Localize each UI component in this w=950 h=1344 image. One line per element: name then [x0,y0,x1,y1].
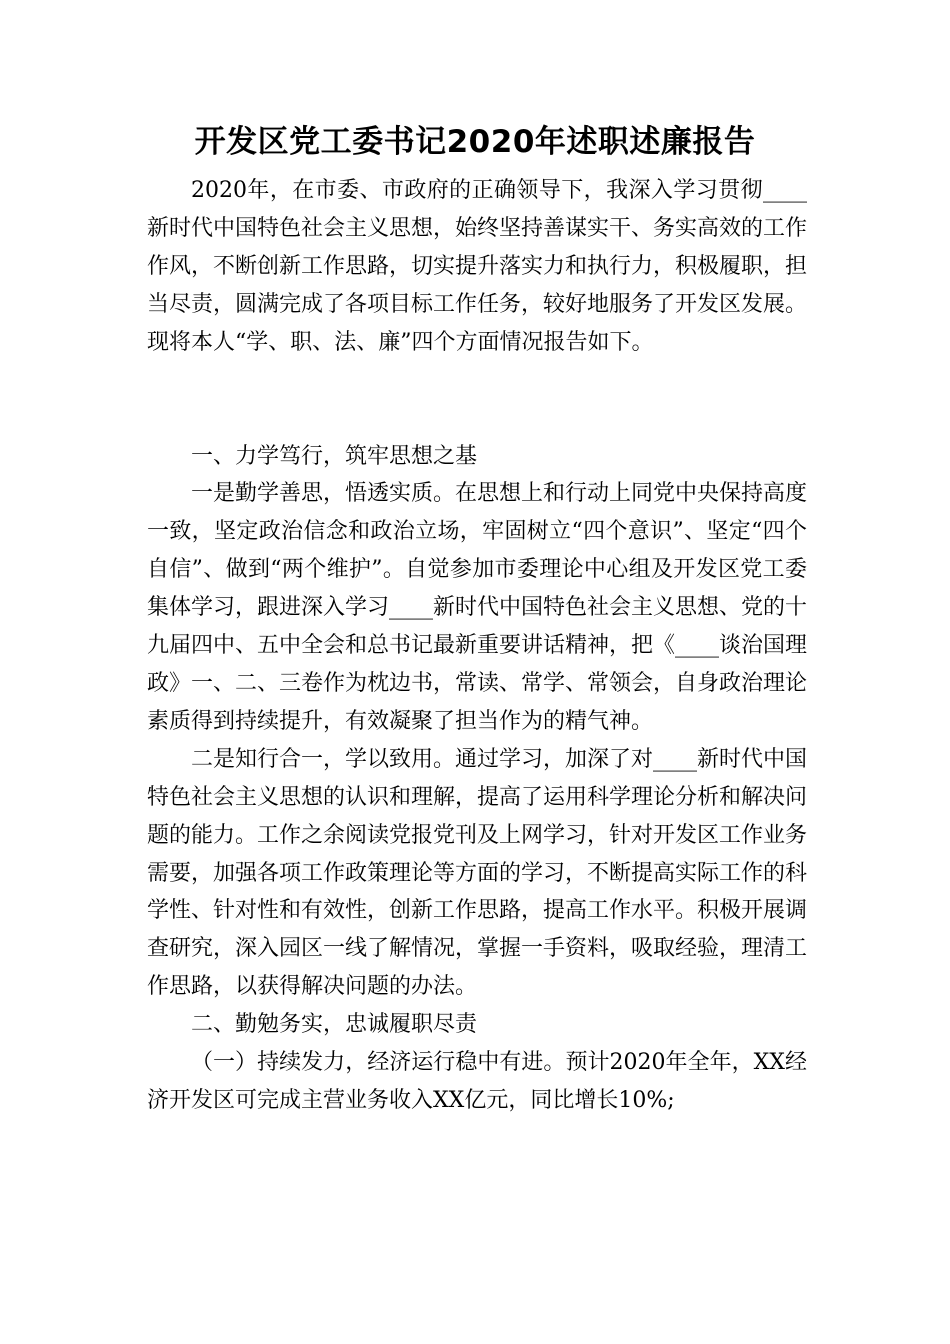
section-1-paragraph-1: 一是勤学善思，悟透实质。在思想上和行动上同党中央保持高度一致，坚定政治信念和政治立场，牢固树立“四个意识”、坚定“四个自信”、做到“两个维护”。自觉参加市委理论中心组及开发区党工委集体学习，跟进深入学习____新时代中国特色社会主义思想、党的十九届四中、五中全会和总书记最新重要讲话精神，把《____谈治国理政》一、二、三卷作为枕边书，常读、常学、常领会，自身政治理论素质得到持续提升，有效凝聚了担当作为的精气神。 [147,481,808,734]
intro-paragraph: 2020年，在市委、市政府的正确领导下，我深入学习贯彻____新时代中国特色社会主义思想，始终坚持善谋实干、务实高效的工作作风，不断创新工作思路，切实提升落实力和执行力，积极履职，担当尽责，圆满完成了各项目标工作任务，较好地服务了开发区发展。现将本人“学、职、法、廉”四个方面情况报告如下。 [147,178,808,355]
blank-line [147,362,807,438]
section-1-paragraph-2: 二是知行合一，学以致用。通过学习，加深了对____新时代中国特色社会主义思想的认识和理解，提高了运用科学理论分析和解决问题的能力。工作之余阅读党报党刊及上网学习，针对开发区工作业务需要，加强各项工作政策理论等方面的学习，不断提高实际工作的科学性、针对性和有效性，创新工作思路，提高工作水平。积极开展调查研究，深入园区一线了解情况，掌握一手资料，吸取经验，理清工作思路，以获得解决问题的办法。 [147,746,808,1000]
section-1-heading: 一、力学笃行，筑牢思想之基 [191,443,478,469]
document-body [147,172,807,1120]
document-title: 开发区党工委书记2020年述职述廉报告 [194,124,756,160]
section-2-heading: 二、勤勉务实，忠诚履职尽责 [191,1012,478,1038]
section-2-paragraph-1: （一）持续发力，经济运行稳中有进。预计2020年全年，XX经济开发区可完成主营业务收入XX亿元，同比增长10%; [147,1050,807,1113]
